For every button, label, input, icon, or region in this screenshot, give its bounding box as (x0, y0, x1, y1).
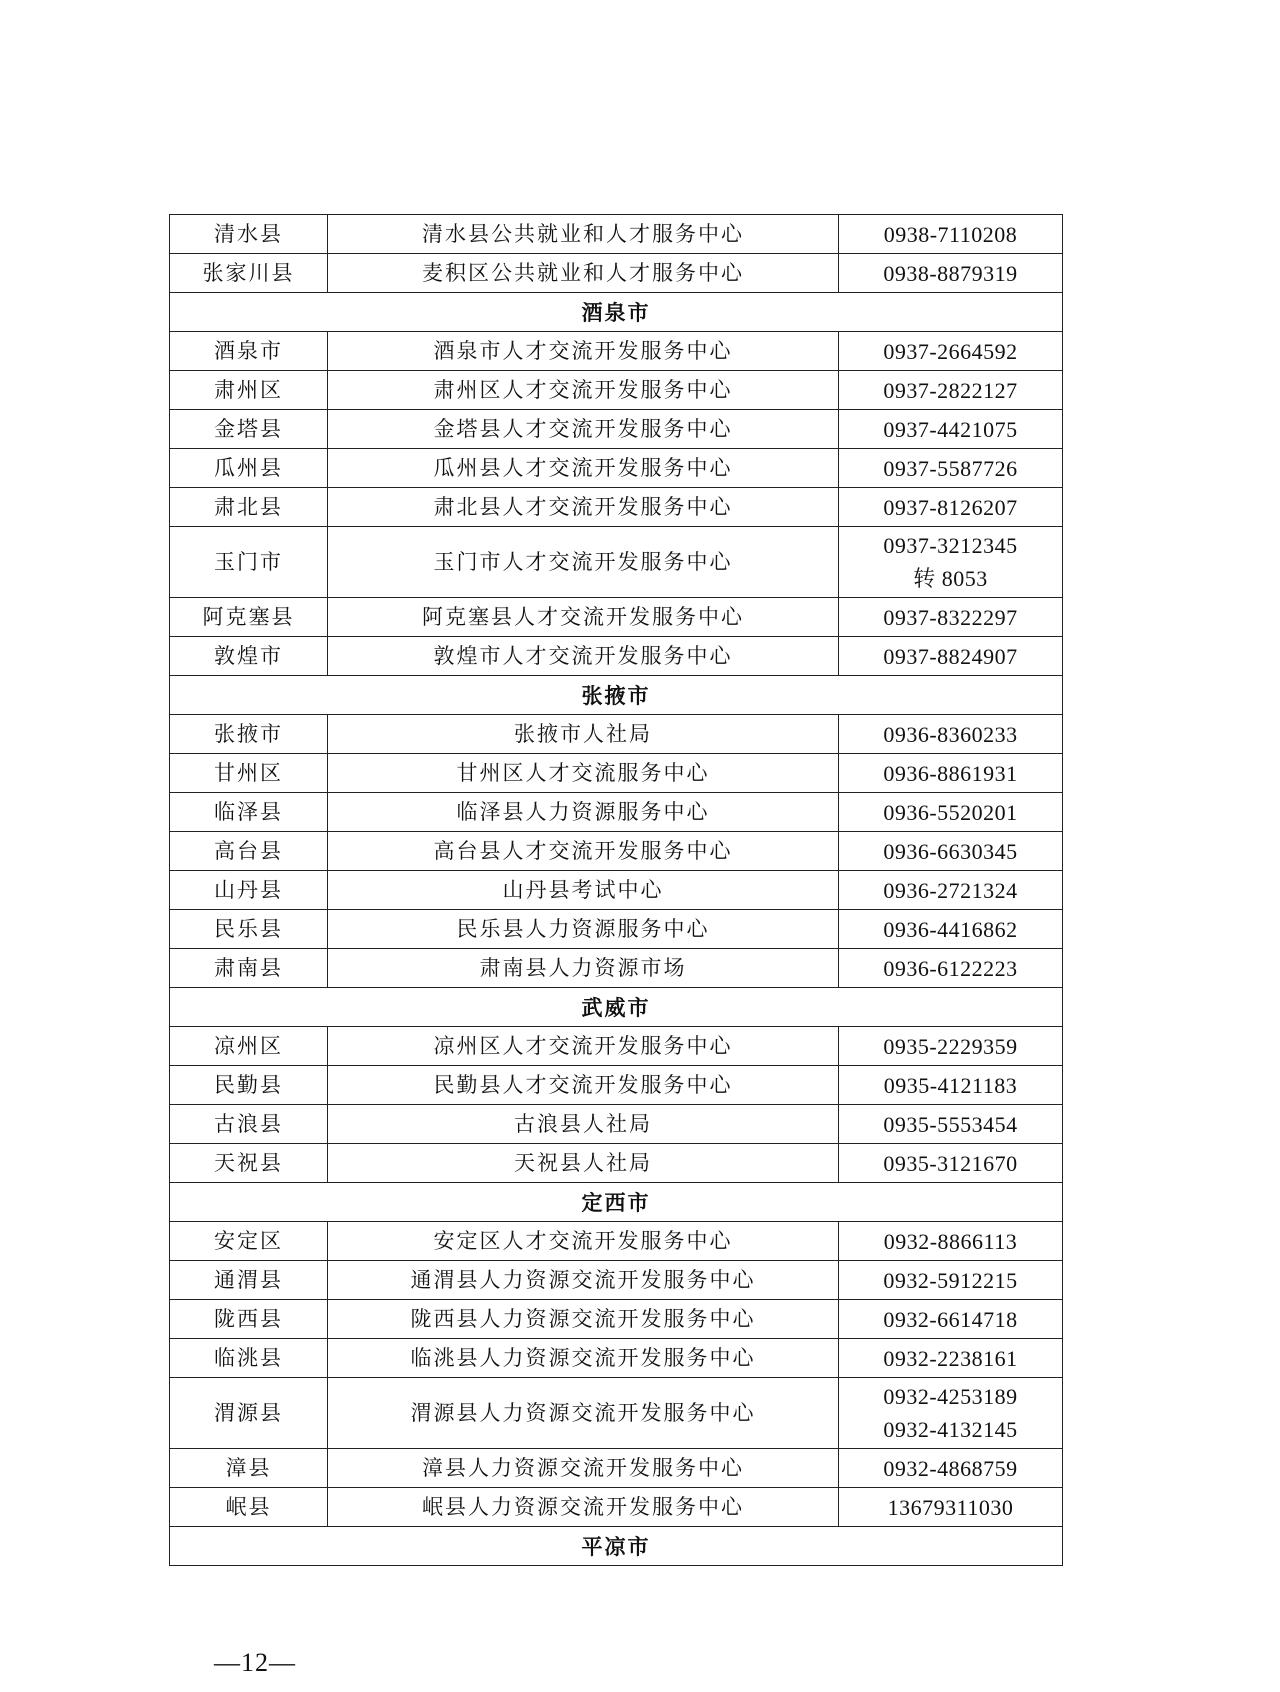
phone-cell (839, 1339, 1063, 1378)
table-row (170, 832, 1063, 871)
county-cell: 张掖市 (170, 715, 328, 754)
phone-number: 0935-3121670 (883, 1150, 1018, 1176)
table-row (170, 254, 1063, 293)
phone-cell (839, 1144, 1063, 1183)
phone-cell (839, 1378, 1063, 1449)
county-cell: 敦煌市 (170, 637, 328, 676)
county-cell: 岷县 (170, 1488, 328, 1527)
phone-cell (839, 1027, 1063, 1066)
phone-number: 0935-5553454 (883, 1111, 1018, 1137)
region-header: 平凉市 (170, 1527, 1063, 1566)
phone-cell (839, 371, 1063, 410)
phone-cell (839, 910, 1063, 949)
county-cell: 民勤县 (170, 1066, 328, 1105)
table-row (170, 871, 1063, 910)
phone-number: 0937-2664592 (883, 338, 1018, 364)
phone-cell (839, 793, 1063, 832)
phone-number: 0936-8861931 (883, 760, 1018, 786)
phone-number: 0937-8824907 (883, 643, 1018, 669)
phone-number: 0932-6614718 (883, 1306, 1018, 1332)
phone-cell (839, 215, 1063, 254)
phone-cell (839, 715, 1063, 754)
county-cell: 清水县 (170, 215, 328, 254)
organization-cell: 临洮县人力资源交流开发服务中心 (328, 1339, 839, 1378)
phone-number: 0936-8360233 (883, 721, 1018, 747)
county-cell: 临泽县 (170, 793, 328, 832)
table-row (170, 1378, 1063, 1449)
table-row (170, 215, 1063, 254)
organization-cell: 肃南县人力资源市场 (328, 949, 839, 988)
phone-cell (839, 410, 1063, 449)
table-row (170, 1449, 1063, 1488)
table-row (170, 910, 1063, 949)
phone-cell (839, 1105, 1063, 1144)
table-row (170, 1488, 1063, 1527)
table-row (170, 1105, 1063, 1144)
county-cell: 古浪县 (170, 1105, 328, 1144)
county-cell: 通渭县 (170, 1261, 328, 1300)
phone-cell (839, 871, 1063, 910)
phone-number: 0932-4868759 (883, 1455, 1018, 1481)
region-header-row (170, 293, 1063, 332)
phone-number: 0936-5520201 (883, 799, 1018, 825)
phone-cell (839, 1300, 1063, 1339)
table-row (170, 1222, 1063, 1261)
county-cell: 金塔县 (170, 410, 328, 449)
organization-cell: 肃州区人才交流开发服务中心 (328, 371, 839, 410)
table-row (170, 1339, 1063, 1378)
table-row (170, 1144, 1063, 1183)
table-row (170, 1261, 1063, 1300)
organization-cell: 敦煌市人才交流开发服务中心 (328, 637, 839, 676)
phone-cell (839, 254, 1063, 293)
organization-cell: 岷县人力资源交流开发服务中心 (328, 1488, 839, 1527)
table-row (170, 793, 1063, 832)
table-row (170, 949, 1063, 988)
county-cell: 凉州区 (170, 1027, 328, 1066)
organization-cell: 古浪县人社局 (328, 1105, 839, 1144)
phone-cell (839, 449, 1063, 488)
county-cell: 阿克塞县 (170, 598, 328, 637)
phone-cell (839, 754, 1063, 793)
organization-cell: 山丹县考试中心 (328, 871, 839, 910)
region-header-row (170, 1183, 1063, 1222)
table-row (170, 715, 1063, 754)
phone-number: 0937-8322297 (883, 604, 1018, 630)
county-cell: 酒泉市 (170, 332, 328, 371)
phone-cell (839, 488, 1063, 527)
table-body (170, 215, 1063, 1566)
phone-number: 0932-4132145 (883, 1417, 1018, 1442)
organization-cell: 玉门市人才交流开发服务中心 (328, 527, 839, 598)
organization-cell: 清水县公共就业和人才服务中心 (328, 215, 839, 254)
organization-cell: 渭源县人力资源交流开发服务中心 (328, 1378, 839, 1449)
organization-cell: 天祝县人社局 (328, 1144, 839, 1183)
county-cell: 临洮县 (170, 1339, 328, 1378)
table-row (170, 371, 1063, 410)
county-cell: 肃南县 (170, 949, 328, 988)
phone-number: 转 8053 (913, 566, 988, 591)
table-row (170, 598, 1063, 637)
organization-cell: 阿克塞县人才交流开发服务中心 (328, 598, 839, 637)
phone-number: 0932-2238161 (883, 1345, 1018, 1371)
phone-cell (839, 1066, 1063, 1105)
organization-cell: 麦积区公共就业和人才服务中心 (328, 254, 839, 293)
organization-cell: 肃北县人才交流开发服务中心 (328, 488, 839, 527)
phone-number: 13679311030 (887, 1494, 1014, 1520)
county-cell: 瓜州县 (170, 449, 328, 488)
phone-cell (839, 1222, 1063, 1261)
table-row (170, 449, 1063, 488)
phone-number: 0937-4421075 (883, 416, 1018, 442)
county-cell: 肃州区 (170, 371, 328, 410)
phone-number: 0937-8126207 (883, 494, 1018, 520)
organization-cell: 凉州区人才交流开发服务中心 (328, 1027, 839, 1066)
organization-cell: 民勤县人才交流开发服务中心 (328, 1066, 839, 1105)
phone-cell (839, 332, 1063, 371)
phone-number: 0936-6122223 (883, 955, 1018, 981)
organization-cell: 民乐县人力资源服务中心 (328, 910, 839, 949)
phone-number: 0932-8866113 (883, 1228, 1018, 1254)
phone-number: 0932-4253189 (883, 1384, 1018, 1409)
phone-cell (839, 832, 1063, 871)
organization-cell: 通渭县人力资源交流开发服务中心 (328, 1261, 839, 1300)
region-header: 武威市 (170, 988, 1063, 1027)
table-row (170, 754, 1063, 793)
phone-number: 0937-2822127 (883, 377, 1018, 403)
service-directory-table (169, 214, 1063, 1566)
phone-cell (839, 598, 1063, 637)
county-cell: 安定区 (170, 1222, 328, 1261)
table-row (170, 1300, 1063, 1339)
phone-number: 0937-3212345 (883, 533, 1018, 558)
table-row (170, 410, 1063, 449)
organization-cell: 漳县人力资源交流开发服务中心 (328, 1449, 839, 1488)
phone-number: 0937-5587726 (883, 455, 1018, 481)
table-row (170, 488, 1063, 527)
organization-cell: 安定区人才交流开发服务中心 (328, 1222, 839, 1261)
phone-cell (839, 1488, 1063, 1527)
phone-number: 0938-8879319 (883, 260, 1018, 286)
region-header: 酒泉市 (170, 293, 1063, 332)
county-cell: 民乐县 (170, 910, 328, 949)
region-header: 张掖市 (170, 676, 1063, 715)
county-cell: 渭源县 (170, 1378, 328, 1449)
organization-cell: 高台县人才交流开发服务中心 (328, 832, 839, 871)
phone-cell (839, 949, 1063, 988)
region-header: 定西市 (170, 1183, 1063, 1222)
organization-cell: 甘州区人才交流服务中心 (328, 754, 839, 793)
table-row (170, 1066, 1063, 1105)
phone-cell (839, 1261, 1063, 1300)
table-row (170, 527, 1063, 598)
region-header-row (170, 676, 1063, 715)
county-cell: 肃北县 (170, 488, 328, 527)
phone-number: 0936-4416862 (883, 916, 1018, 942)
phone-number: 0935-4121183 (883, 1072, 1018, 1098)
county-cell: 山丹县 (170, 871, 328, 910)
organization-cell: 陇西县人力资源交流开发服务中心 (328, 1300, 839, 1339)
phone-number: 0932-5912215 (883, 1267, 1018, 1293)
phone-cell (839, 527, 1063, 598)
county-cell: 张家川县 (170, 254, 328, 293)
organization-cell: 张掖市人社局 (328, 715, 839, 754)
county-cell: 甘州区 (170, 754, 328, 793)
phone-number: 0936-6630345 (883, 838, 1018, 864)
table-row (170, 332, 1063, 371)
page-number: —12— (214, 1648, 296, 1677)
county-cell: 漳县 (170, 1449, 328, 1488)
phone-cell (839, 1449, 1063, 1488)
county-cell: 玉门市 (170, 527, 328, 598)
table-row (170, 1027, 1063, 1066)
county-cell: 高台县 (170, 832, 328, 871)
organization-cell: 金塔县人才交流开发服务中心 (328, 410, 839, 449)
organization-cell: 瓜州县人才交流开发服务中心 (328, 449, 839, 488)
organization-cell: 酒泉市人才交流开发服务中心 (328, 332, 839, 371)
phone-number: 0935-2229359 (883, 1033, 1018, 1059)
region-header-row (170, 988, 1063, 1027)
phone-number: 0936-2721324 (883, 877, 1018, 903)
county-cell: 陇西县 (170, 1300, 328, 1339)
county-cell: 天祝县 (170, 1144, 328, 1183)
phone-cell (839, 637, 1063, 676)
table-row (170, 637, 1063, 676)
organization-cell: 临泽县人力资源服务中心 (328, 793, 839, 832)
phone-number: 0938-7110208 (883, 221, 1018, 247)
region-header-row (170, 1527, 1063, 1566)
